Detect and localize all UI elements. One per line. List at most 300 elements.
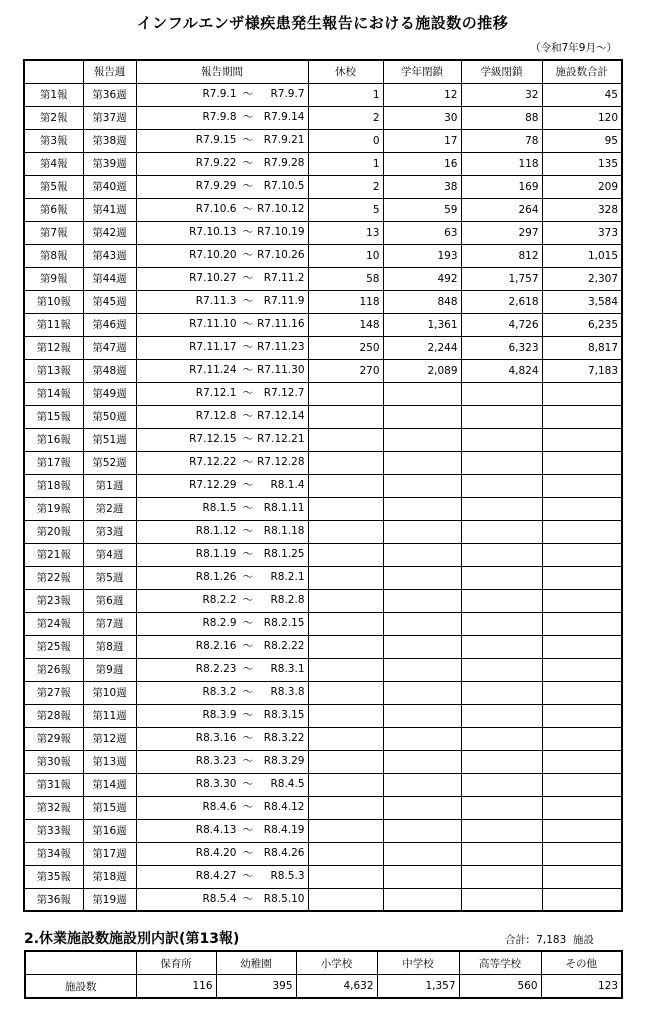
period-tilde: ～ bbox=[242, 800, 253, 813]
facility-total-count bbox=[542, 566, 622, 589]
report-period bbox=[136, 382, 308, 405]
grade-closure-count: 59 bbox=[383, 198, 461, 221]
school-closure-count bbox=[308, 405, 383, 428]
facility-total-count bbox=[542, 888, 622, 911]
report-number: 第1報 bbox=[24, 83, 83, 106]
period-end: R8.1.4 bbox=[270, 478, 305, 491]
period-tilde: ～ bbox=[242, 478, 253, 491]
period-start: R7.10.20 bbox=[189, 248, 237, 261]
facility-total-count bbox=[542, 819, 622, 842]
class-closure-count: 78 bbox=[461, 129, 542, 152]
period-tilde: ～ bbox=[242, 455, 253, 468]
class-closure-count bbox=[461, 497, 542, 520]
report-period bbox=[136, 428, 308, 451]
report-period bbox=[136, 267, 308, 290]
period-end: R7.12.28 bbox=[257, 455, 305, 468]
breakdown-cell: 4,632 bbox=[296, 975, 377, 999]
breakdown-header-high-school: 高等学校 bbox=[459, 951, 541, 975]
breakdown-header-kindergarten: 幼稚園 bbox=[216, 951, 296, 975]
school-closure-count bbox=[308, 796, 383, 819]
facility-total-count: 120 bbox=[542, 106, 622, 129]
report-period bbox=[136, 704, 308, 727]
report-number: 第3報 bbox=[24, 129, 83, 152]
breakdown-cell: 560 bbox=[459, 975, 541, 999]
report-number: 第2報 bbox=[24, 106, 83, 129]
class-closure-count bbox=[461, 612, 542, 635]
report-number: 第26報 bbox=[24, 658, 83, 681]
school-closure-count: 118 bbox=[308, 290, 383, 313]
report-number: 第27報 bbox=[24, 681, 83, 704]
period-tilde: ～ bbox=[242, 110, 253, 123]
report-period bbox=[136, 244, 308, 267]
class-closure-count bbox=[461, 428, 542, 451]
facility-total-count: 209 bbox=[542, 175, 622, 198]
report-week: 第36週 bbox=[83, 83, 136, 106]
grade-closure-count bbox=[383, 750, 461, 773]
report-number: 第36報 bbox=[24, 888, 83, 911]
table-row bbox=[24, 129, 622, 152]
grade-closure-count: 193 bbox=[383, 244, 461, 267]
grade-closure-count bbox=[383, 382, 461, 405]
period-start: R8.1.26 bbox=[195, 570, 237, 583]
report-week: 第18週 bbox=[83, 865, 136, 888]
table-row bbox=[24, 175, 622, 198]
period-end: R7.12.7 bbox=[263, 386, 305, 399]
header-report-period: 報告期間 bbox=[136, 60, 308, 83]
class-closure-count: 4,824 bbox=[461, 359, 542, 382]
school-closure-count bbox=[308, 727, 383, 750]
table-row bbox=[24, 888, 622, 911]
grade-closure-count bbox=[383, 796, 461, 819]
school-closure-count: 1 bbox=[308, 152, 383, 175]
period-start: R8.3.30 bbox=[195, 777, 237, 790]
period-tilde: ～ bbox=[242, 133, 253, 146]
period-end: R7.11.2 bbox=[263, 271, 305, 284]
facility-total-count: 6,235 bbox=[542, 313, 622, 336]
header-class-closure: 学級閉鎖 bbox=[461, 60, 542, 83]
report-number: 第18報 bbox=[24, 474, 83, 497]
report-period bbox=[136, 635, 308, 658]
report-period bbox=[136, 589, 308, 612]
school-closure-count bbox=[308, 750, 383, 773]
table-row bbox=[24, 382, 622, 405]
report-week: 第44週 bbox=[83, 267, 136, 290]
table-row bbox=[24, 865, 622, 888]
table-row bbox=[24, 612, 622, 635]
breakdown-header-junior-high: 中学校 bbox=[377, 951, 459, 975]
class-closure-count bbox=[461, 543, 542, 566]
period-tilde: ～ bbox=[242, 524, 253, 537]
facility-total-count: 2,307 bbox=[542, 267, 622, 290]
report-period bbox=[136, 175, 308, 198]
report-number: 第22報 bbox=[24, 566, 83, 589]
school-closure-count: 148 bbox=[308, 313, 383, 336]
period-end: R8.4.12 bbox=[263, 800, 305, 813]
report-week: 第40週 bbox=[83, 175, 136, 198]
period-start: R8.4.6 bbox=[202, 800, 237, 813]
report-number: 第21報 bbox=[24, 543, 83, 566]
facility-total-count: 45 bbox=[542, 83, 622, 106]
period-start: R7.11.17 bbox=[189, 340, 237, 353]
period-end: R8.3.29 bbox=[263, 754, 305, 767]
class-closure-count bbox=[461, 773, 542, 796]
section2-title: 2.休業施設数施設別内訳(第13報) bbox=[24, 931, 240, 947]
facility-total-count bbox=[542, 405, 622, 428]
grade-closure-count bbox=[383, 865, 461, 888]
table-row bbox=[24, 428, 622, 451]
school-closure-count bbox=[308, 865, 383, 888]
school-closure-count bbox=[308, 451, 383, 474]
period-end: R7.11.16 bbox=[257, 317, 305, 330]
school-closure-count bbox=[308, 566, 383, 589]
report-week: 第15週 bbox=[83, 796, 136, 819]
class-closure-count bbox=[461, 888, 542, 911]
report-number: 第35報 bbox=[24, 865, 83, 888]
period-end: R8.2.8 bbox=[270, 593, 305, 606]
grade-closure-count bbox=[383, 566, 461, 589]
report-number: 第8報 bbox=[24, 244, 83, 267]
class-closure-count bbox=[461, 727, 542, 750]
report-week: 第47週 bbox=[83, 336, 136, 359]
period-tilde: ～ bbox=[242, 547, 253, 560]
report-week: 第45週 bbox=[83, 290, 136, 313]
table-header-row bbox=[24, 60, 622, 83]
school-closure-count: 0 bbox=[308, 129, 383, 152]
grade-closure-count bbox=[383, 405, 461, 428]
period-start: R7.10.27 bbox=[189, 271, 237, 284]
grade-closure-count bbox=[383, 658, 461, 681]
table-row bbox=[24, 405, 622, 428]
class-closure-count bbox=[461, 382, 542, 405]
period-tilde: ～ bbox=[242, 409, 253, 422]
report-period bbox=[136, 106, 308, 129]
period-start: R7.12.29 bbox=[189, 478, 237, 491]
report-period bbox=[136, 129, 308, 152]
report-number: 第17報 bbox=[24, 451, 83, 474]
period-tilde: ～ bbox=[242, 708, 253, 721]
facility-total-count bbox=[542, 842, 622, 865]
table-row bbox=[24, 750, 622, 773]
table-row bbox=[24, 336, 622, 359]
report-week: 第11週 bbox=[83, 704, 136, 727]
period-start: R8.3.2 bbox=[202, 685, 237, 698]
period-end: R7.12.21 bbox=[257, 432, 305, 445]
report-period bbox=[136, 750, 308, 773]
facility-total-count bbox=[542, 589, 622, 612]
period-end: R7.11.23 bbox=[257, 340, 305, 353]
facility-total-count bbox=[542, 382, 622, 405]
facility-total-count bbox=[542, 865, 622, 888]
breakdown-header-elementary: 小学校 bbox=[296, 951, 377, 975]
facility-total-count bbox=[542, 635, 622, 658]
facility-total-count: 8,817 bbox=[542, 336, 622, 359]
period-end: R7.9.28 bbox=[263, 156, 305, 169]
period-tilde: ～ bbox=[242, 593, 253, 606]
class-closure-count bbox=[461, 474, 542, 497]
class-closure-count: 264 bbox=[461, 198, 542, 221]
report-number: 第23報 bbox=[24, 589, 83, 612]
report-week: 第10週 bbox=[83, 681, 136, 704]
table-row bbox=[24, 198, 622, 221]
school-closure-count: 58 bbox=[308, 267, 383, 290]
report-week: 第3週 bbox=[83, 520, 136, 543]
period-tilde: ～ bbox=[242, 639, 253, 652]
period-end: R8.5.10 bbox=[263, 892, 305, 905]
total-value: 7,183 bbox=[536, 934, 567, 946]
school-closure-count: 270 bbox=[308, 359, 383, 382]
period-start: R7.9.22 bbox=[195, 156, 237, 169]
report-number: 第12報 bbox=[24, 336, 83, 359]
table-row bbox=[24, 359, 622, 382]
school-closure-count bbox=[308, 382, 383, 405]
grade-closure-count bbox=[383, 543, 461, 566]
period-subtitle: （令和7年9月～） bbox=[530, 42, 617, 54]
breakdown-cell: 395 bbox=[216, 975, 296, 999]
class-closure-count bbox=[461, 589, 542, 612]
report-week: 第37週 bbox=[83, 106, 136, 129]
report-week: 第8週 bbox=[83, 635, 136, 658]
period-start: R7.11.3 bbox=[195, 294, 237, 307]
period-tilde: ～ bbox=[242, 87, 253, 100]
period-end: R7.10.26 bbox=[257, 248, 305, 261]
period-tilde: ～ bbox=[242, 501, 253, 514]
period-end: R8.2.1 bbox=[270, 570, 305, 583]
grade-closure-count bbox=[383, 497, 461, 520]
table-row bbox=[24, 635, 622, 658]
period-end: R7.12.14 bbox=[257, 409, 305, 422]
report-number: 第34報 bbox=[24, 842, 83, 865]
period-tilde: ～ bbox=[242, 432, 253, 445]
report-week: 第6週 bbox=[83, 589, 136, 612]
period-end: R7.9.14 bbox=[263, 110, 305, 123]
period-start: R8.1.12 bbox=[195, 524, 237, 537]
grade-closure-count bbox=[383, 819, 461, 842]
period-start: R7.9.15 bbox=[195, 133, 237, 146]
table-row bbox=[24, 451, 622, 474]
report-week: 第14週 bbox=[83, 773, 136, 796]
school-closure-count: 1 bbox=[308, 83, 383, 106]
report-week: 第16週 bbox=[83, 819, 136, 842]
breakdown-header-other: その他 bbox=[541, 951, 622, 975]
grade-closure-count bbox=[383, 727, 461, 750]
report-period bbox=[136, 405, 308, 428]
period-start: R8.5.4 bbox=[202, 892, 237, 905]
header-blank bbox=[24, 60, 83, 83]
header-facility-total: 施設数合計 bbox=[542, 60, 622, 83]
period-start: R7.9.29 bbox=[195, 179, 237, 192]
class-closure-count: 4,726 bbox=[461, 313, 542, 336]
report-week: 第41週 bbox=[83, 198, 136, 221]
table-row bbox=[24, 267, 622, 290]
school-closure-count: 5 bbox=[308, 198, 383, 221]
report-number: 第29報 bbox=[24, 727, 83, 750]
facility-total-count bbox=[542, 474, 622, 497]
report-number: 第9報 bbox=[24, 267, 83, 290]
class-closure-count: 32 bbox=[461, 83, 542, 106]
facility-breakdown-table bbox=[24, 950, 623, 999]
period-tilde: ～ bbox=[242, 892, 253, 905]
school-closure-count bbox=[308, 428, 383, 451]
table-row bbox=[24, 842, 622, 865]
period-end: R8.4.19 bbox=[263, 823, 305, 836]
period-start: R8.4.20 bbox=[195, 846, 237, 859]
report-period bbox=[136, 152, 308, 175]
period-end: R8.4.26 bbox=[263, 846, 305, 859]
school-closure-count bbox=[308, 635, 383, 658]
table-row bbox=[24, 773, 622, 796]
period-tilde: ～ bbox=[242, 202, 253, 215]
period-start: R8.4.13 bbox=[195, 823, 237, 836]
facility-total-count bbox=[542, 704, 622, 727]
class-closure-count bbox=[461, 566, 542, 589]
period-end: R8.1.25 bbox=[263, 547, 305, 560]
section2-total bbox=[505, 932, 594, 947]
header-school-closure: 休校 bbox=[308, 60, 383, 83]
report-number: 第11報 bbox=[24, 313, 83, 336]
report-week: 第12週 bbox=[83, 727, 136, 750]
period-tilde: ～ bbox=[242, 225, 253, 238]
table-row bbox=[24, 221, 622, 244]
breakdown-value-row bbox=[25, 975, 622, 999]
report-week: 第19週 bbox=[83, 888, 136, 911]
report-number: 第10報 bbox=[24, 290, 83, 313]
report-period bbox=[136, 727, 308, 750]
facility-total-count bbox=[542, 750, 622, 773]
period-tilde: ～ bbox=[242, 869, 253, 882]
facility-total-count bbox=[542, 658, 622, 681]
school-closure-count bbox=[308, 612, 383, 635]
report-number: 第6報 bbox=[24, 198, 83, 221]
period-start: R8.3.9 bbox=[202, 708, 237, 721]
period-end: R8.2.15 bbox=[263, 616, 305, 629]
period-tilde: ～ bbox=[242, 616, 253, 629]
report-period bbox=[136, 497, 308, 520]
table-row bbox=[24, 152, 622, 175]
report-period bbox=[136, 336, 308, 359]
report-number: 第19報 bbox=[24, 497, 83, 520]
period-end: R8.1.11 bbox=[263, 501, 305, 514]
period-end: R8.2.22 bbox=[263, 639, 305, 652]
report-period bbox=[136, 313, 308, 336]
report-number: 第7報 bbox=[24, 221, 83, 244]
period-tilde: ～ bbox=[242, 754, 253, 767]
report-week: 第4週 bbox=[83, 543, 136, 566]
period-end: R8.3.1 bbox=[270, 662, 305, 675]
table-row bbox=[24, 543, 622, 566]
table-row bbox=[24, 727, 622, 750]
report-week: 第43週 bbox=[83, 244, 136, 267]
class-closure-count bbox=[461, 819, 542, 842]
period-start: R8.3.23 bbox=[195, 754, 237, 767]
report-number: 第14報 bbox=[24, 382, 83, 405]
facility-total-count: 1,015 bbox=[542, 244, 622, 267]
report-period bbox=[136, 290, 308, 313]
table-row bbox=[24, 474, 622, 497]
report-number: 第32報 bbox=[24, 796, 83, 819]
period-start: R7.10.6 bbox=[195, 202, 237, 215]
school-closure-count bbox=[308, 497, 383, 520]
report-period bbox=[136, 773, 308, 796]
facility-total-count: 135 bbox=[542, 152, 622, 175]
period-start: R7.9.1 bbox=[202, 87, 237, 100]
breakdown-cell: 116 bbox=[136, 975, 216, 999]
report-week: 第38週 bbox=[83, 129, 136, 152]
period-tilde: ～ bbox=[242, 777, 253, 790]
table-row bbox=[24, 244, 622, 267]
breakdown-cell: 123 bbox=[541, 975, 622, 999]
report-number: 第5報 bbox=[24, 175, 83, 198]
facility-total-count bbox=[542, 612, 622, 635]
report-number: 第4報 bbox=[24, 152, 83, 175]
report-week: 第51週 bbox=[83, 428, 136, 451]
grade-closure-count: 17 bbox=[383, 129, 461, 152]
school-closure-count: 2 bbox=[308, 106, 383, 129]
period-tilde: ～ bbox=[242, 662, 253, 675]
period-end: R8.3.15 bbox=[263, 708, 305, 721]
report-week: 第50週 bbox=[83, 405, 136, 428]
class-closure-count bbox=[461, 704, 542, 727]
report-week: 第17週 bbox=[83, 842, 136, 865]
grade-closure-count bbox=[383, 888, 461, 911]
class-closure-count bbox=[461, 750, 542, 773]
header-report-week: 報告週 bbox=[83, 60, 136, 83]
facility-total-count bbox=[542, 543, 622, 566]
table-row bbox=[24, 83, 622, 106]
period-start: R8.2.23 bbox=[195, 662, 237, 675]
facility-total-count bbox=[542, 497, 622, 520]
report-number: 第13報 bbox=[24, 359, 83, 382]
report-number: 第30報 bbox=[24, 750, 83, 773]
school-closure-count: 250 bbox=[308, 336, 383, 359]
period-end: R7.10.12 bbox=[257, 202, 305, 215]
period-tilde: ～ bbox=[242, 846, 253, 859]
report-period bbox=[136, 198, 308, 221]
report-period bbox=[136, 566, 308, 589]
report-period bbox=[136, 520, 308, 543]
class-closure-count: 6,323 bbox=[461, 336, 542, 359]
table-row bbox=[24, 497, 622, 520]
facility-total-count: 373 bbox=[542, 221, 622, 244]
table-row bbox=[24, 313, 622, 336]
period-tilde: ～ bbox=[242, 823, 253, 836]
school-closure-count bbox=[308, 589, 383, 612]
period-start: R7.11.24 bbox=[189, 363, 237, 376]
report-week: 第5週 bbox=[83, 566, 136, 589]
facility-total-count bbox=[542, 796, 622, 819]
grade-closure-count bbox=[383, 428, 461, 451]
school-closure-count bbox=[308, 658, 383, 681]
report-number: 第33報 bbox=[24, 819, 83, 842]
class-closure-count: 297 bbox=[461, 221, 542, 244]
class-closure-count bbox=[461, 681, 542, 704]
grade-closure-count bbox=[383, 704, 461, 727]
facility-total-count bbox=[542, 451, 622, 474]
period-end: R7.9.21 bbox=[263, 133, 305, 146]
header-grade-closure: 学年閉鎖 bbox=[383, 60, 461, 83]
report-week: 第13週 bbox=[83, 750, 136, 773]
report-number: 第16報 bbox=[24, 428, 83, 451]
facility-total-count: 328 bbox=[542, 198, 622, 221]
period-end: R7.10.5 bbox=[263, 179, 305, 192]
period-end: R8.4.5 bbox=[270, 777, 305, 790]
report-number: 第25報 bbox=[24, 635, 83, 658]
facility-count-table bbox=[23, 59, 623, 912]
period-tilde: ～ bbox=[242, 386, 253, 399]
period-tilde: ～ bbox=[242, 248, 253, 261]
school-closure-count bbox=[308, 704, 383, 727]
grade-closure-count bbox=[383, 681, 461, 704]
table-row bbox=[24, 520, 622, 543]
